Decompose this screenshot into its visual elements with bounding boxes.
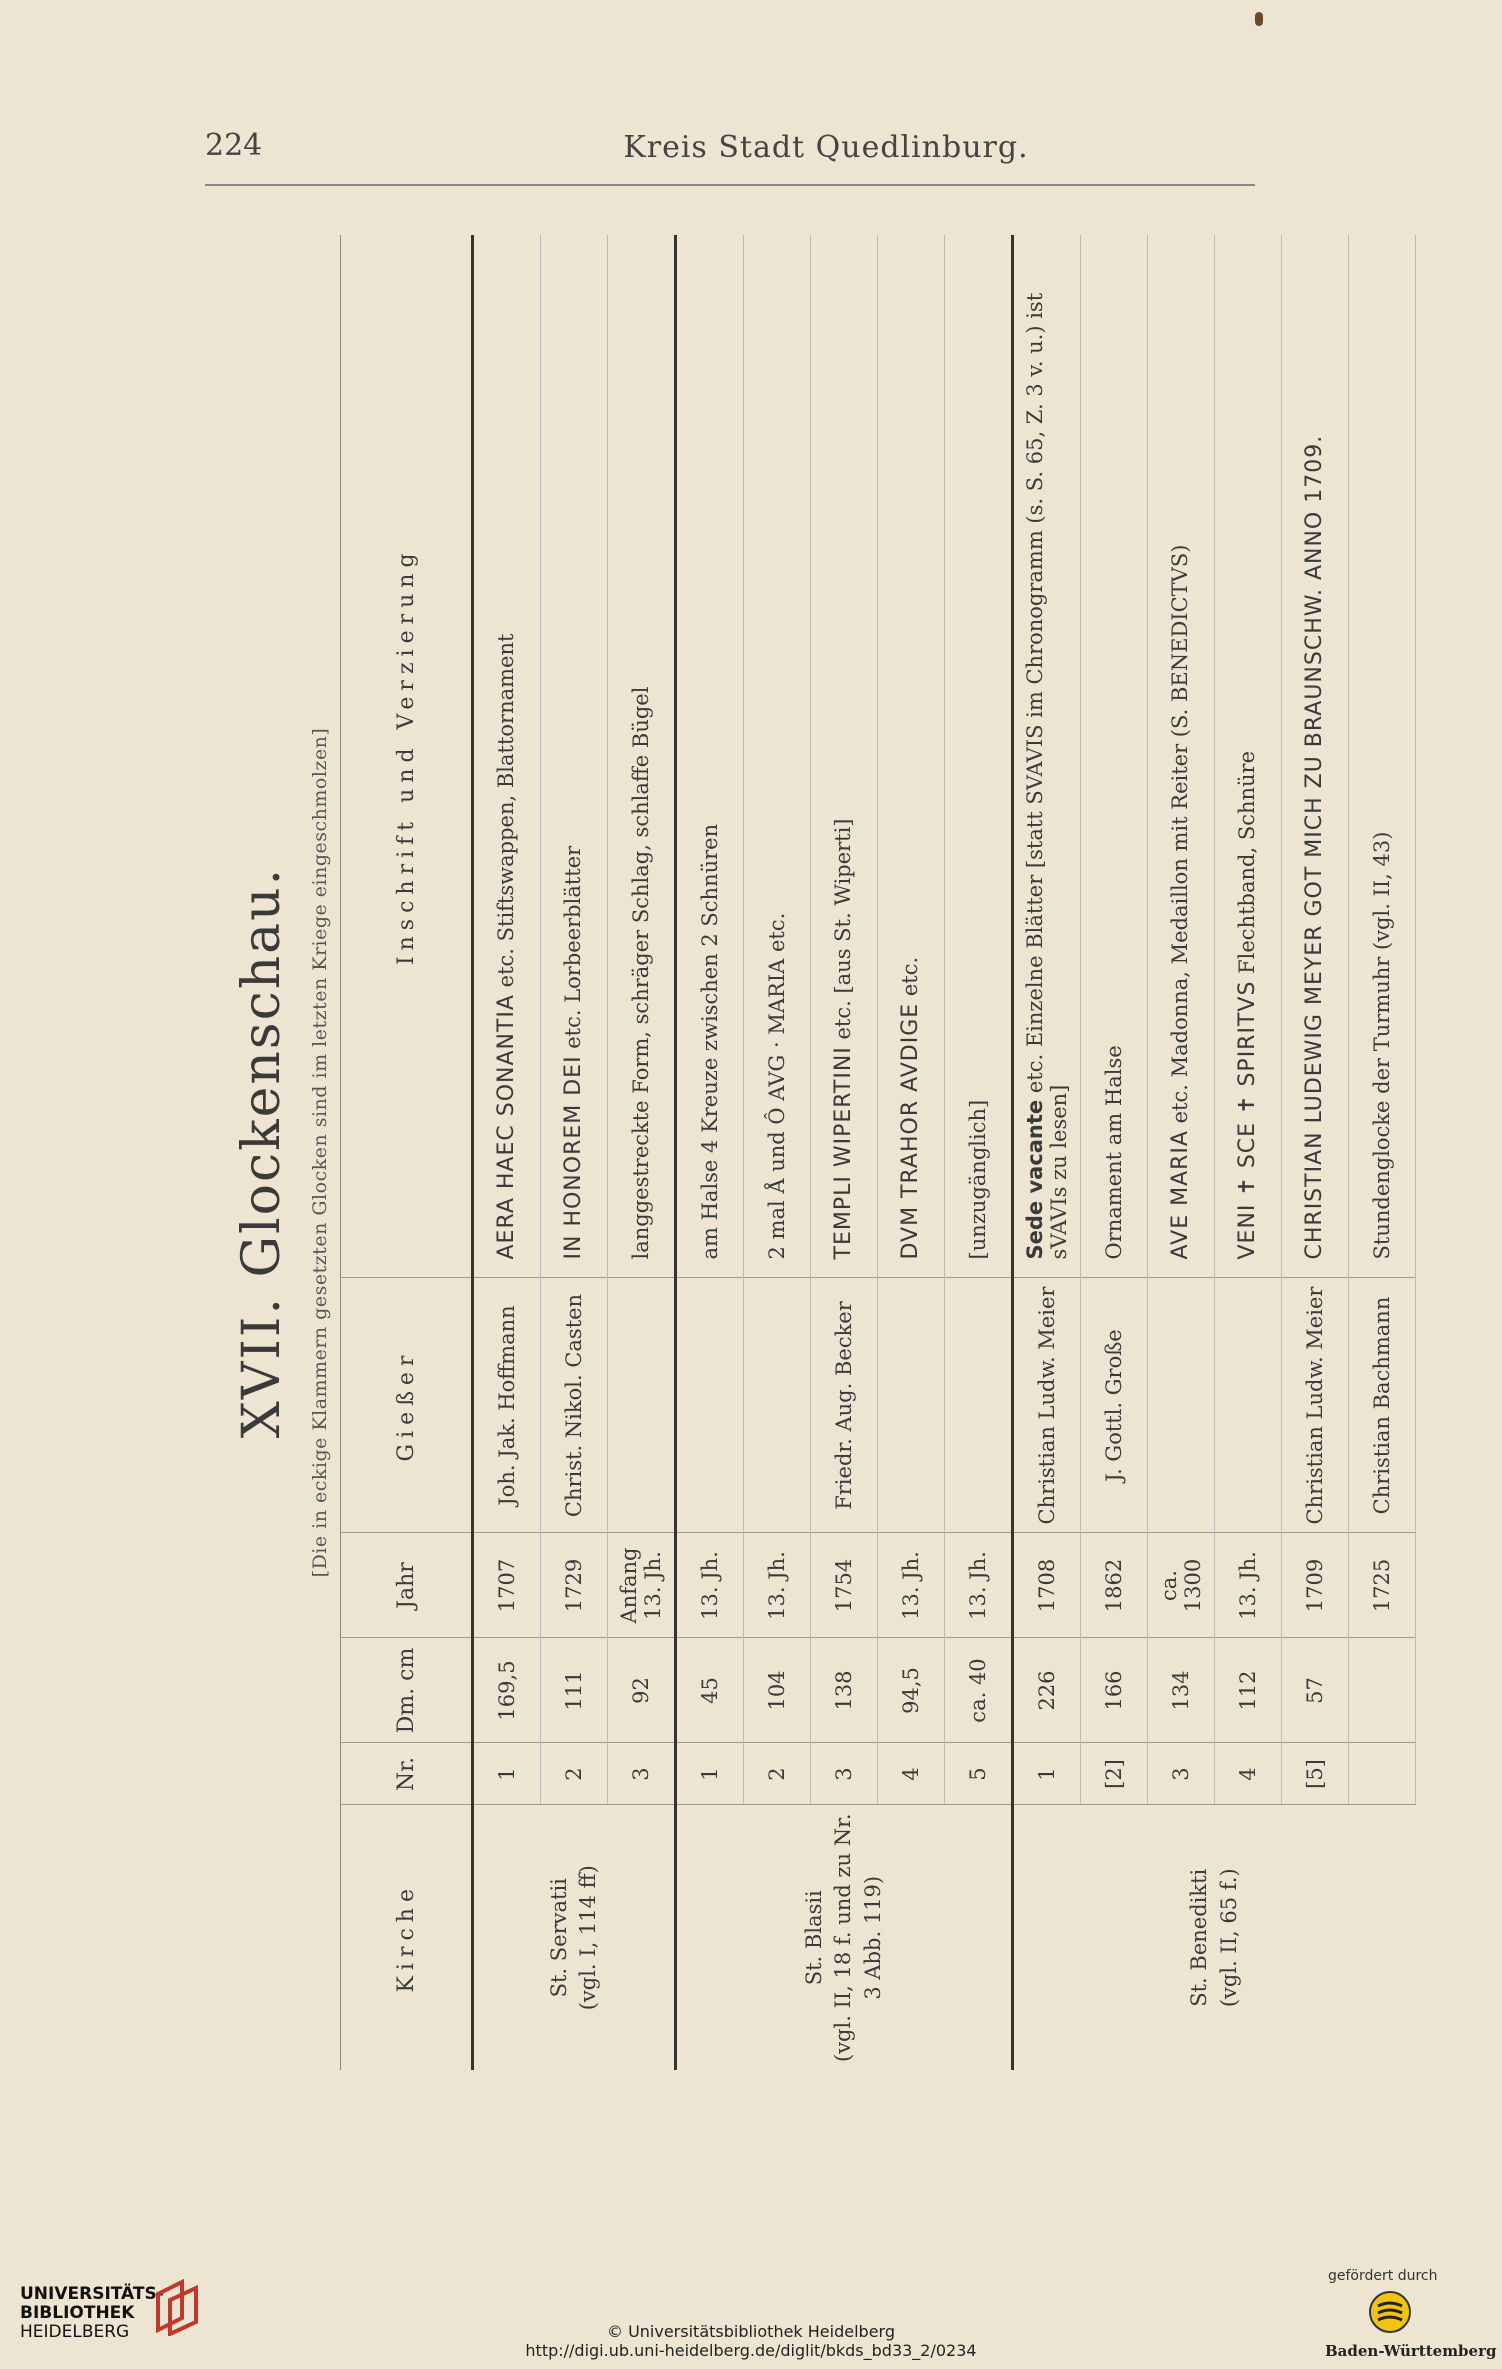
inscription-cell (744, 235, 811, 1278)
diameter-cell: 112 (1215, 1638, 1282, 1743)
nr-cell: 1 (473, 1743, 541, 1805)
table-row (676, 235, 744, 2070)
nr-cell (1349, 1743, 1416, 1805)
founder-cell (1215, 1278, 1282, 1533)
col-jahr: Jahr (341, 1533, 473, 1638)
kirche-reference: (vgl. II, 65 f.) (1216, 1868, 1241, 2008)
table-row (1148, 235, 1215, 2070)
inscription-cell (1013, 235, 1081, 1278)
inscription-cell (1215, 235, 1282, 1278)
table-row (744, 235, 811, 2070)
year-cell: 1707 (473, 1533, 541, 1638)
sponsor-name: Baden-Württemberg (1325, 2342, 1497, 2360)
col-inschrift: Inschrift und Verzierung (341, 235, 473, 1278)
diameter-cell: 169,5 (473, 1638, 541, 1743)
inscription-text: Stundenglocke der Turmuhr (vgl. II, 43) (1369, 831, 1394, 1260)
inscription-text: etc. (898, 956, 923, 1003)
inscription-text: Ornament am Halse (1101, 1045, 1126, 1260)
kirche-name: St. Servatii (546, 1878, 571, 1998)
founder-cell: Christ. Nikol. Casten (541, 1278, 608, 1533)
diameter-cell: 166 (1081, 1638, 1148, 1743)
inscription-caps: AVE MARIA (1168, 1130, 1194, 1260)
nr-cell: 3 (608, 1743, 676, 1805)
inscription-cell (541, 235, 608, 1278)
inscription-caps: AERA HAEC SONANTIA (494, 994, 520, 1260)
table-row (811, 235, 878, 2070)
table-header-row (341, 235, 473, 2070)
diameter-cell: 134 (1148, 1638, 1215, 1743)
kirche-cell (473, 1805, 676, 2070)
kirche-reference: (vgl. II, 18 f. und zu Nr. 3 Abb. 119) (831, 1813, 885, 2062)
diameter-cell: 92 (608, 1638, 676, 1743)
inscription-text: etc. Einzelne Blätter [statt SVAVIS im Chronogramm (s. S. 65, Z. 3 v. u.) ist sVAVIs zu lesen] (1022, 292, 1071, 1260)
founder-cell (878, 1278, 945, 1533)
col-nr: Nr. (341, 1743, 473, 1805)
founder-cell: Joh. Jak. Hoffmann (473, 1278, 541, 1533)
copyright-text: © Universitätsbibliothek Heidelberg (606, 2322, 895, 2341)
state-emblem-icon (1368, 2290, 1412, 2334)
table-row (1349, 235, 1416, 2070)
kirche-name: St. Blasii (801, 1890, 826, 1986)
nr-cell: 4 (1215, 1743, 1282, 1805)
inscription-cell (1282, 235, 1349, 1278)
kirche-cell (676, 1805, 1013, 2070)
library-line3: HEIDELBERG (20, 2322, 130, 2342)
inscription-text: langgestreckte Form, schräger Schlag, schlaffe Bügel (628, 686, 653, 1260)
nr-cell: 1 (676, 1743, 744, 1805)
inscription-text: etc. Stiftswappen, Blattornament (494, 633, 519, 995)
table-row (608, 235, 676, 2070)
founder-cell (676, 1278, 744, 1533)
year-cell: 1725 (1349, 1533, 1416, 1638)
header-rule (205, 184, 1255, 186)
diameter-cell: 45 (676, 1638, 744, 1743)
inscription-text: etc. Madonna, Medaillon mit Reiter (S. BENEDICTVS) (1168, 544, 1193, 1131)
section-title: XVII. Glockenschau. (232, 866, 292, 1439)
nr-cell: 2 (541, 1743, 608, 1805)
year-cell: 1729 (541, 1533, 608, 1638)
diameter-cell: 94,5 (878, 1638, 945, 1743)
diameter-cell: 104 (744, 1638, 811, 1743)
table-row (945, 235, 1013, 2070)
inscription-cell (1148, 235, 1215, 1278)
founder-cell (744, 1278, 811, 1533)
founder-cell: Friedr. Aug. Becker (811, 1278, 878, 1533)
page-number: 224 (205, 128, 263, 163)
sponsor-label: gefördert durch (1328, 2268, 1438, 2284)
nr-cell: 3 (811, 1743, 878, 1805)
col-dm: Dm. cm (341, 1638, 473, 1743)
year-cell: Anfang 13. Jh. (608, 1533, 676, 1638)
diameter-cell: 226 (1013, 1638, 1081, 1743)
library-line2: BIBLIOTHEK (20, 2303, 135, 2323)
table-row (1081, 235, 1148, 2070)
year-cell: 13. Jh. (878, 1533, 945, 1638)
nr-cell: 2 (744, 1743, 811, 1805)
kirche-cell (1013, 1805, 1416, 2070)
founder-cell (945, 1278, 1013, 1533)
founder-cell (1148, 1278, 1215, 1533)
diameter-cell (1349, 1638, 1416, 1743)
inscription-caps: TEMPLI WIPERTINI (831, 1046, 857, 1260)
library-line1: UNIVERSITÄTS- (20, 2284, 164, 2304)
inscription-text: am Halse 4 Kreuze zwischen 2 Schnüren (697, 823, 722, 1260)
inscription-text: 2 mal Å und Ô AVG · MARIA etc. (764, 912, 789, 1260)
nr-cell: 3 (1148, 1743, 1215, 1805)
inscription-caps: IN HONOREM DEI (561, 1055, 587, 1260)
founder-cell: Christian Ludw. Meier (1282, 1278, 1349, 1533)
inscription-cell (608, 235, 676, 1278)
diameter-cell: 111 (541, 1638, 608, 1743)
diameter-cell: 138 (811, 1638, 878, 1743)
inscription-text: etc. Lorbeerblätter (561, 845, 586, 1056)
table-body (473, 235, 1416, 2070)
inscription-cell (1349, 235, 1416, 1278)
running-title: Kreis Stadt Quedlinburg. (623, 130, 1029, 165)
section-note: [Die in eckige Klammern gesetzten Glocken sind im letzten Kriege eingeschmolzen] (309, 727, 331, 1578)
nr-cell: 5 (945, 1743, 1013, 1805)
inscription-cell (945, 235, 1013, 1278)
nr-cell: 1 (1013, 1743, 1081, 1805)
table-row (541, 235, 608, 2070)
founder-cell (608, 1278, 676, 1533)
year-cell: 13. Jh. (1215, 1533, 1282, 1638)
founder-cell: Christian Bachmann (1349, 1278, 1416, 1533)
inscription-cell (473, 235, 541, 1278)
table-row (1215, 235, 1282, 2070)
col-kirche: Kirche (341, 1805, 473, 2070)
diameter-cell: 57 (1282, 1638, 1349, 1743)
col-giesser: Gießer (341, 1278, 473, 1533)
kirche-reference: (vgl. I, 114 ff) (576, 1865, 600, 2011)
year-cell: 1754 (811, 1533, 878, 1638)
table-row (473, 235, 541, 2070)
nr-cell: [2] (1081, 1743, 1148, 1805)
table-row (1013, 235, 1081, 2070)
founder-cell: J. Gottl. Große (1081, 1278, 1148, 1533)
diameter-cell: ca. 40 (945, 1638, 1013, 1743)
inscription-cell (878, 235, 945, 1278)
source-url[interactable]: http://digi.ub.uni-heidelberg.de/diglit/bkds_bd33_2/0234 (525, 2341, 977, 2360)
inscription-cell (1081, 235, 1148, 1278)
kirche-name: St. Benedikti (1187, 1868, 1212, 2007)
year-cell: 13. Jh. (744, 1533, 811, 1638)
inscription-cell (811, 235, 878, 1278)
rotated-table-block (225, 235, 1394, 2070)
year-cell: 1708 (1013, 1533, 1081, 1638)
bell-table (340, 235, 1416, 2070)
year-cell: 13. Jh. (676, 1533, 744, 1638)
year-cell: 1709 (1282, 1533, 1349, 1638)
founder-cell: Christian Ludw. Meier (1013, 1278, 1081, 1533)
inscription-text: [unzugänglich] (965, 1099, 990, 1260)
inscription-text: Flechtband, Schnüre (1235, 750, 1260, 981)
footer-copyright (0, 2322, 1502, 2360)
ink-spot (1255, 12, 1263, 26)
inscription-caps: VENI ✝ SCE ✝ SPIRITVS (1235, 980, 1261, 1260)
inscription-cell (676, 235, 744, 1278)
nr-cell: 4 (878, 1743, 945, 1805)
inscription-bold: Sede vacante (1022, 1099, 1047, 1260)
year-cell: ca. 1300 (1148, 1533, 1215, 1638)
inscription-caps: DVM TRAHOR AVDIGE (898, 1002, 924, 1260)
year-cell: 13. Jh. (945, 1533, 1013, 1638)
table-row (878, 235, 945, 2070)
inscription-text: etc. [aus St. Wiperti] (831, 818, 856, 1047)
inscription-caps: CHRISTIAN LUDEWIG MEYER GOT MICH ZU BRAUNSCHW. ANNO 1709. (1302, 434, 1328, 1260)
table-row (1282, 235, 1349, 2070)
nr-cell: [5] (1282, 1743, 1349, 1805)
year-cell: 1862 (1081, 1533, 1148, 1638)
